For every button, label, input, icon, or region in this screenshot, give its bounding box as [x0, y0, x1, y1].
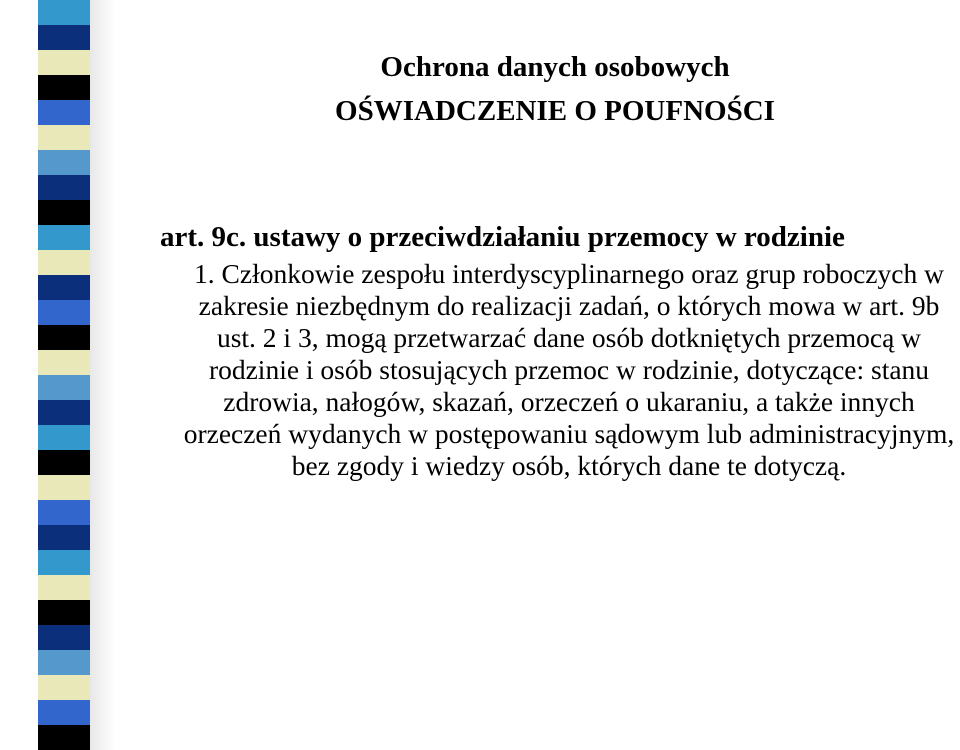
stripe-block	[38, 350, 90, 375]
stripe-block	[38, 225, 90, 250]
stripe-block	[38, 425, 90, 450]
stripe-block	[38, 725, 90, 750]
stripe-block	[38, 375, 90, 400]
stripe-block	[38, 275, 90, 300]
stripe-block	[38, 0, 90, 25]
stripe-block	[38, 75, 90, 100]
decorative-stripe-band	[0, 0, 118, 750]
stripe-block	[38, 25, 90, 50]
stripe-block	[38, 575, 90, 600]
stripe-block	[38, 200, 90, 225]
slide-title: Ochrona danych osobowych	[380, 51, 730, 83]
stripe-block	[38, 450, 90, 475]
stripe-block	[38, 650, 90, 675]
slide-subtitle: OŚWIADCZENIE O POUFNOŚCI	[335, 95, 775, 127]
stripe-block	[38, 675, 90, 700]
article-heading: art. 9c. ustawy o przeciwdziałaniu przemocy w rodzinie	[160, 221, 845, 253]
stripe-block	[38, 525, 90, 550]
stripe-block	[38, 175, 90, 200]
slide-content	[160, 0, 960, 750]
stripe-edge	[0, 0, 6, 750]
article-body: 1. Członkowie zespołu interdyscyplinarnego oraz grup roboczych w zakresie niezbędnym do realizacji zadań, o których mowa w art. 9b ust. 2 i 3, mogą przetwarzać dane osób dotkniętych przemocą w rodzinie i osób stosujących przemoc w rodzinie, dotyczące: stanu zdrowia, nałogów, skazań, orzeczeń o ukaraniu, a także innych orzeczeń wydanych w postępowaniu sądowym lub administracyjnym, bez zgody i wiedzy osób, których dane te dotyczą.	[183, 258, 955, 481]
stripe-block	[38, 100, 90, 125]
stripe-block	[38, 600, 90, 625]
stripe-block	[38, 150, 90, 175]
stripe-block	[38, 500, 90, 525]
stripe-block	[38, 625, 90, 650]
stripe-column	[38, 0, 90, 750]
stripe-block	[38, 475, 90, 500]
stripe-block	[38, 550, 90, 575]
stripe-block	[38, 300, 90, 325]
stripe-block	[38, 250, 90, 275]
stripe-block	[38, 400, 90, 425]
stripe-block	[38, 700, 90, 725]
stripe-block	[38, 325, 90, 350]
stripe-block	[38, 50, 90, 75]
stripe-block	[38, 125, 90, 150]
